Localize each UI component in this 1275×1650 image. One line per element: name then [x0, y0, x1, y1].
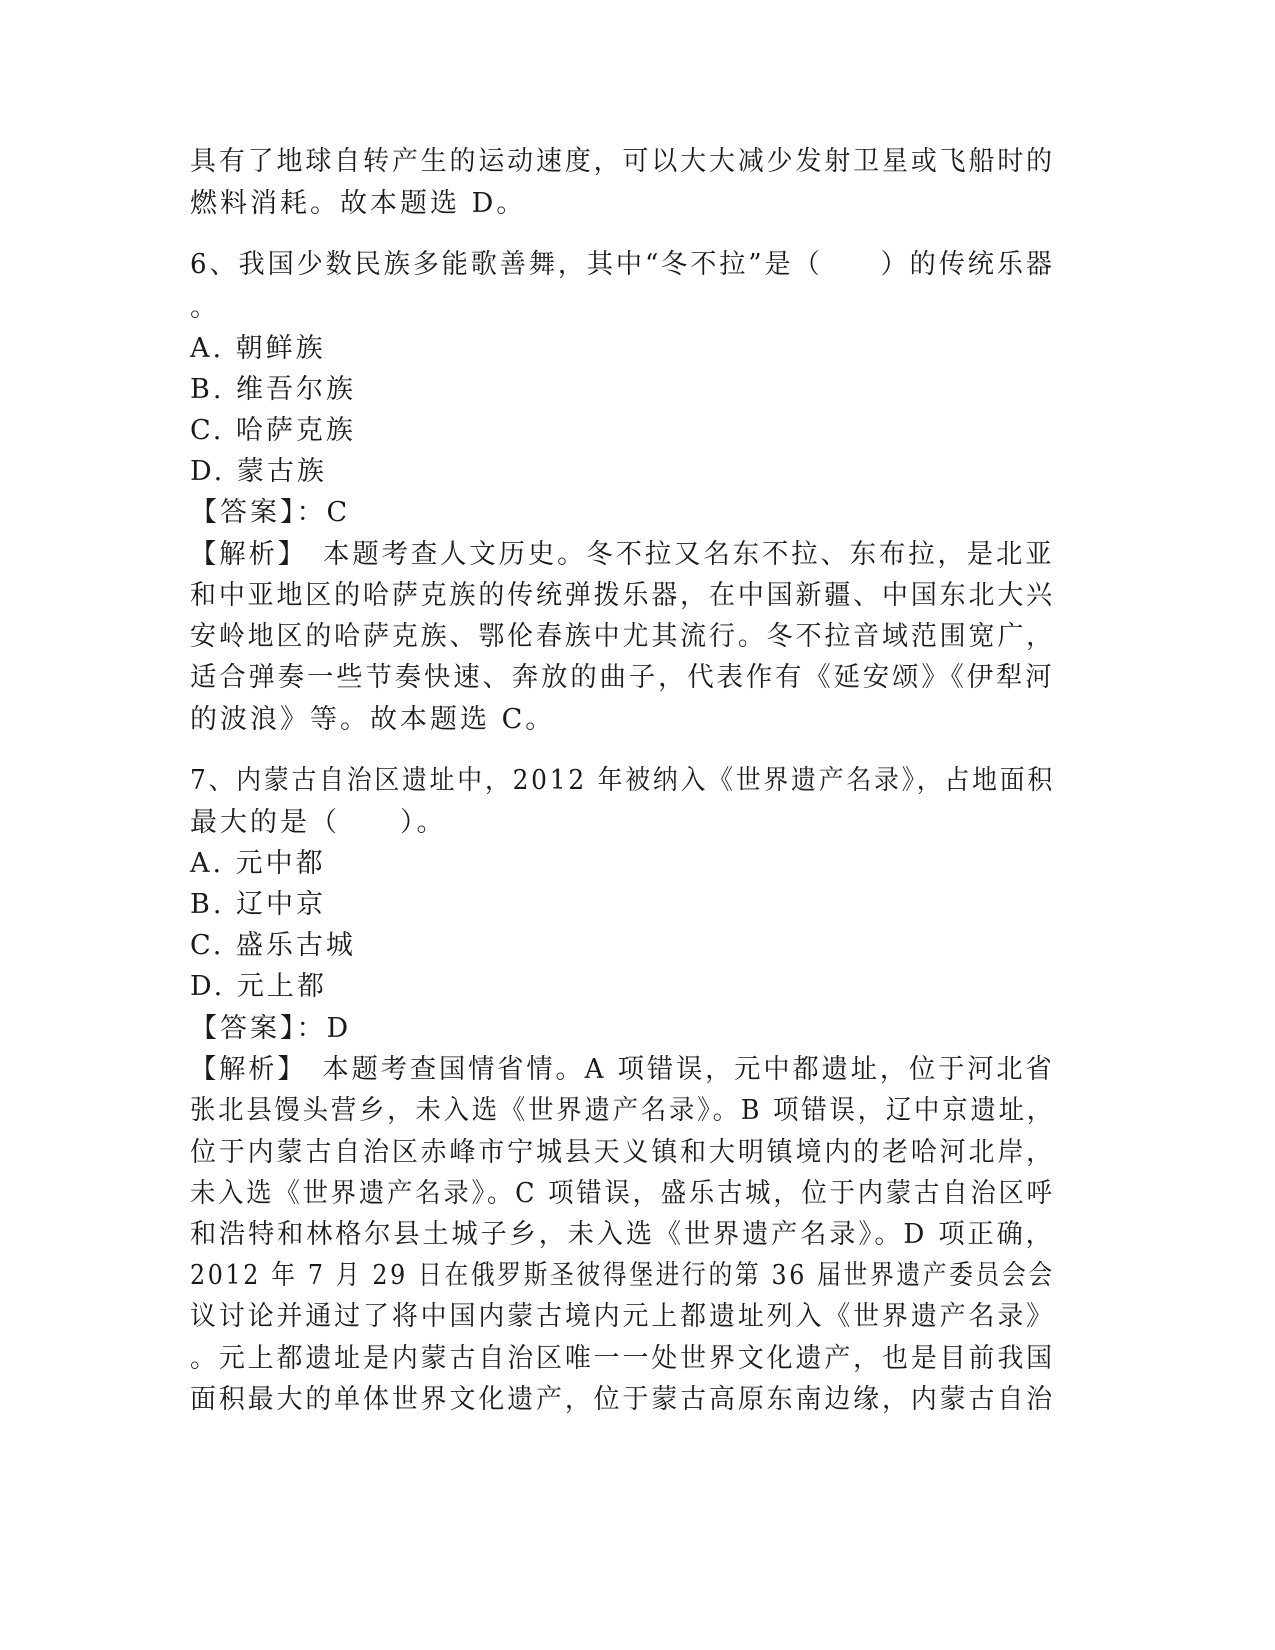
question-6-explanation-1: 【解析】 本题考查人文历史。冬不拉又名东不拉、东布拉，是北亚	[190, 539, 1055, 570]
question-7-explanation-8: 。元上都遗址是内蒙古自治区唯一一处世界文化遗产，也是目前我国	[190, 1343, 1055, 1374]
question-7-option-d: D. 元上都	[190, 971, 327, 1002]
question-6-explanation-4: 适合弹奏一些节奏快速、奔放的曲子，代表作有《延安颂》《伊犁河	[190, 662, 1055, 693]
question-7-explanation-1: 【解析】 本题考查国情省情。A 项错误，元中都遗址，位于河北省	[190, 1054, 1055, 1085]
question-7-explanation-6: 2012 年 7 月 29 日在俄罗斯圣彼得堡进行的第 36 届世界遗产委员会会	[190, 1260, 1055, 1291]
text-line-q5-explanation-2: 燃料消耗。故本题选 D。	[190, 188, 527, 219]
question-6-option-b: B. 维吾尔族	[190, 374, 357, 405]
question-6-explanation-5: 的波浪》等。故本题选 C。	[190, 704, 556, 735]
question-7-explanation-5: 和浩特和林格尔县土城子乡，未入选《世界遗产名录》。D 项正确，	[190, 1219, 1055, 1250]
question-6-explanation-2: 和中亚地区的哈萨克族的传统弹拨乐器，在中国新疆、中国东北大兴	[190, 580, 1055, 611]
question-6-answer: 【答案】：C	[190, 497, 351, 528]
question-6-stem: 6、我国少数民族多能歌善舞，其中“冬不拉”是（ ）的传统乐器	[190, 249, 1055, 280]
question-7-answer: 【答案】：D	[190, 1013, 352, 1044]
question-7-option-b: B. 辽中京	[190, 889, 327, 920]
question-7-explanation-2: 张北县馒头营乡，未入选《世界遗产名录》。B 项错误，辽中京遗址，	[190, 1095, 1055, 1126]
question-7-explanation-3: 位于内蒙古自治区赤峰市宁城县天义镇和大明镇境内的老哈河北岸，	[190, 1137, 1055, 1168]
question-7-stem: 7、内蒙古自治区遗址中，2012 年被纳入《世界遗产名录》，占地面积	[190, 765, 1055, 796]
text-line-q5-explanation-1: 具有了地球自转产生的运动速度，可以大大减少发射卫星或飞船时的	[190, 146, 1055, 177]
question-6-explanation-3: 安岭地区的哈萨克族、鄂伦春族中尤其流行。冬不拉音域范围宽广，	[190, 621, 1055, 652]
question-7-explanation-4: 未入选《世界遗产名录》。C 项错误，盛乐古城，位于内蒙古自治区呼	[190, 1178, 1055, 1209]
question-7-option-a: A. 元中都	[190, 848, 326, 879]
question-6-option-a: A. 朝鲜族	[190, 333, 326, 364]
question-7-explanation-7: 议讨论并通过了将中国内蒙古境内元上都遗址列入《世界遗产名录》	[190, 1301, 1055, 1332]
question-6-option-d: D. 蒙古族	[190, 456, 327, 487]
question-6-stem-end: 。	[190, 292, 220, 323]
question-7-option-c: C. 盛乐古城	[190, 930, 356, 961]
question-7-stem-end: 最大的是（ ）。	[190, 807, 447, 838]
question-6-option-c: C. 哈萨克族	[190, 415, 356, 446]
question-7-explanation-9: 面积最大的单体世界文化遗产，位于蒙古高原东南边缘，内蒙古自治	[190, 1384, 1055, 1415]
